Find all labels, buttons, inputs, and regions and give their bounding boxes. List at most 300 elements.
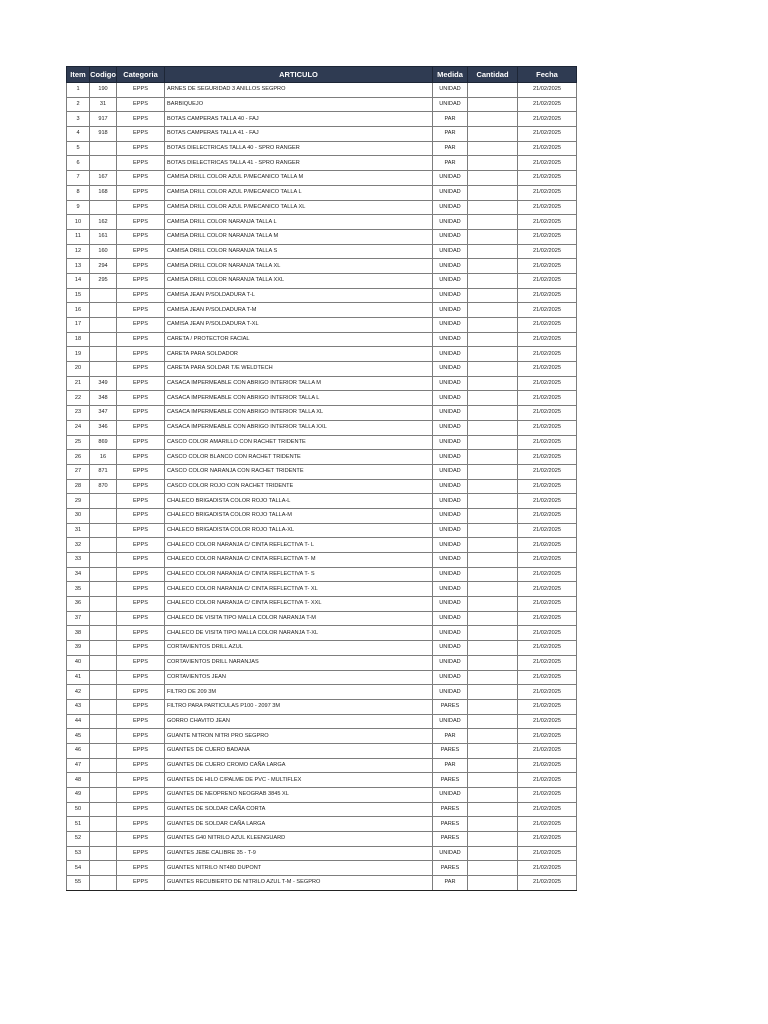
cell-categoria[interactable]: EPPS xyxy=(117,685,165,700)
cell-categoria[interactable]: EPPS xyxy=(117,567,165,582)
cell-articulo[interactable]: GUANTES JEBE CALIBRE 35 - T-9 xyxy=(165,846,433,861)
cell-articulo[interactable]: CHALECO COLOR NARANJA C/ CINTA REFLECTIVA T- XL xyxy=(165,582,433,597)
cell-fecha[interactable]: 21/02/2025 xyxy=(518,729,577,744)
cell-codigo[interactable] xyxy=(90,141,117,156)
cell-codigo[interactable]: 917 xyxy=(90,112,117,127)
cell-fecha[interactable]: 21/02/2025 xyxy=(518,788,577,803)
cell-codigo[interactable] xyxy=(90,876,117,891)
cell-fecha[interactable]: 21/02/2025 xyxy=(518,479,577,494)
cell-item[interactable]: 50 xyxy=(67,802,90,817)
cell-medida[interactable]: UNIDAD xyxy=(433,391,468,406)
cell-medida[interactable]: PARES xyxy=(433,832,468,847)
cell-categoria[interactable]: EPPS xyxy=(117,641,165,656)
cell-medida[interactable]: UNIDAD xyxy=(433,626,468,641)
cell-categoria[interactable]: EPPS xyxy=(117,655,165,670)
cell-categoria[interactable]: EPPS xyxy=(117,362,165,377)
cell-codigo[interactable] xyxy=(90,699,117,714)
cell-codigo[interactable]: 161 xyxy=(90,229,117,244)
cell-medida[interactable]: UNIDAD xyxy=(433,788,468,803)
cell-categoria[interactable]: EPPS xyxy=(117,450,165,465)
cell-fecha[interactable]: 21/02/2025 xyxy=(518,376,577,391)
cell-fecha[interactable]: 21/02/2025 xyxy=(518,215,577,230)
cell-cantidad[interactable] xyxy=(468,729,518,744)
cell-fecha[interactable]: 21/02/2025 xyxy=(518,244,577,259)
cell-fecha[interactable]: 21/02/2025 xyxy=(518,655,577,670)
cell-fecha[interactable]: 21/02/2025 xyxy=(518,876,577,891)
cell-item[interactable]: 23 xyxy=(67,406,90,421)
cell-fecha[interactable]: 21/02/2025 xyxy=(518,626,577,641)
cell-item[interactable]: 20 xyxy=(67,362,90,377)
cell-articulo[interactable]: CASCO COLOR NARANJA CON RACHET TRIDENTE xyxy=(165,464,433,479)
cell-codigo[interactable] xyxy=(90,611,117,626)
cell-medida[interactable]: UNIDAD xyxy=(433,494,468,509)
cell-medida[interactable]: PAR xyxy=(433,156,468,171)
cell-medida[interactable]: PAR xyxy=(433,758,468,773)
cell-item[interactable]: 10 xyxy=(67,215,90,230)
cell-medida[interactable]: UNIDAD xyxy=(433,185,468,200)
cell-cantidad[interactable] xyxy=(468,832,518,847)
cell-cantidad[interactable] xyxy=(468,215,518,230)
cell-articulo[interactable]: CHALECO COLOR NARANJA C/ CINTA REFLECTIVA T- L xyxy=(165,538,433,553)
cell-articulo[interactable]: GUANTE NITRON NITRI PRO SEGPRO xyxy=(165,729,433,744)
cell-cantidad[interactable] xyxy=(468,876,518,891)
cell-categoria[interactable]: EPPS xyxy=(117,127,165,142)
cell-codigo[interactable]: 870 xyxy=(90,479,117,494)
cell-item[interactable]: 22 xyxy=(67,391,90,406)
cell-medida[interactable]: UNIDAD xyxy=(433,347,468,362)
cell-item[interactable]: 14 xyxy=(67,273,90,288)
cell-fecha[interactable]: 21/02/2025 xyxy=(518,112,577,127)
cell-medida[interactable]: PARES xyxy=(433,817,468,832)
cell-categoria[interactable]: EPPS xyxy=(117,582,165,597)
cell-codigo[interactable] xyxy=(90,802,117,817)
cell-item[interactable]: 3 xyxy=(67,112,90,127)
cell-codigo[interactable] xyxy=(90,318,117,333)
cell-articulo[interactable]: GORRO CHAVITO JEAN xyxy=(165,714,433,729)
cell-fecha[interactable]: 21/02/2025 xyxy=(518,817,577,832)
cell-medida[interactable]: UNIDAD xyxy=(433,508,468,523)
cell-articulo[interactable]: CASACA IMPERMEABLE CON ABRIGO INTERIOR TALLA XXL xyxy=(165,420,433,435)
cell-articulo[interactable]: CHALECO COLOR NARANJA C/ CINTA REFLECTIVA T- M xyxy=(165,553,433,568)
cell-categoria[interactable]: EPPS xyxy=(117,846,165,861)
cell-item[interactable]: 29 xyxy=(67,494,90,509)
cell-categoria[interactable]: EPPS xyxy=(117,244,165,259)
cell-articulo[interactable]: CAMISA DRILL COLOR AZUL P/MECANICO TALLA XL xyxy=(165,200,433,215)
cell-medida[interactable]: PAR xyxy=(433,141,468,156)
header-categoria[interactable]: Categoria xyxy=(117,67,165,83)
header-item[interactable]: Item xyxy=(67,67,90,83)
cell-item[interactable]: 41 xyxy=(67,670,90,685)
cell-categoria[interactable]: EPPS xyxy=(117,861,165,876)
cell-articulo[interactable]: CHALECO DE VISITA TIPO MALLA COLOR NARANJA T-XL xyxy=(165,626,433,641)
cell-item[interactable]: 2 xyxy=(67,97,90,112)
cell-cantidad[interactable] xyxy=(468,773,518,788)
cell-codigo[interactable] xyxy=(90,494,117,509)
cell-cantidad[interactable] xyxy=(468,553,518,568)
cell-fecha[interactable]: 21/02/2025 xyxy=(518,259,577,274)
cell-cantidad[interactable] xyxy=(468,714,518,729)
cell-articulo[interactable]: FILTRO PARA PARTICULAS P100 - 2097 3M xyxy=(165,699,433,714)
cell-categoria[interactable]: EPPS xyxy=(117,376,165,391)
cell-fecha[interactable]: 21/02/2025 xyxy=(518,347,577,362)
cell-cantidad[interactable] xyxy=(468,743,518,758)
cell-medida[interactable]: UNIDAD xyxy=(433,670,468,685)
cell-categoria[interactable]: EPPS xyxy=(117,435,165,450)
cell-articulo[interactable]: CAMISA DRILL COLOR NARANJA TALLA L xyxy=(165,215,433,230)
cell-codigo[interactable] xyxy=(90,567,117,582)
cell-medida[interactable]: PARES xyxy=(433,802,468,817)
cell-item[interactable]: 28 xyxy=(67,479,90,494)
cell-articulo[interactable]: GUANTES NITRILO NT480 DUPONT xyxy=(165,861,433,876)
cell-cantidad[interactable] xyxy=(468,597,518,612)
cell-categoria[interactable]: EPPS xyxy=(117,420,165,435)
cell-codigo[interactable] xyxy=(90,332,117,347)
cell-medida[interactable]: PAR xyxy=(433,729,468,744)
cell-item[interactable]: 55 xyxy=(67,876,90,891)
cell-medida[interactable]: UNIDAD xyxy=(433,318,468,333)
cell-categoria[interactable]: EPPS xyxy=(117,876,165,891)
cell-codigo[interactable] xyxy=(90,846,117,861)
cell-medida[interactable]: UNIDAD xyxy=(433,200,468,215)
cell-codigo[interactable]: 162 xyxy=(90,215,117,230)
cell-articulo[interactable]: GUANTES DE SOLDAR CAÑA LARGA xyxy=(165,817,433,832)
cell-item[interactable]: 5 xyxy=(67,141,90,156)
cell-fecha[interactable]: 21/02/2025 xyxy=(518,391,577,406)
cell-categoria[interactable]: EPPS xyxy=(117,553,165,568)
cell-codigo[interactable]: 871 xyxy=(90,464,117,479)
cell-fecha[interactable]: 21/02/2025 xyxy=(518,538,577,553)
cell-cantidad[interactable] xyxy=(468,83,518,98)
cell-fecha[interactable]: 21/02/2025 xyxy=(518,611,577,626)
cell-articulo[interactable]: CHALECO COLOR NARANJA C/ CINTA REFLECTIVA T- S xyxy=(165,567,433,582)
cell-codigo[interactable]: 190 xyxy=(90,83,117,98)
cell-fecha[interactable]: 21/02/2025 xyxy=(518,508,577,523)
cell-fecha[interactable]: 21/02/2025 xyxy=(518,435,577,450)
cell-articulo[interactable]: GUANTES DE SOLDAR CAÑA CORTA xyxy=(165,802,433,817)
header-medida[interactable]: Medida xyxy=(433,67,468,83)
cell-item[interactable]: 25 xyxy=(67,435,90,450)
cell-categoria[interactable]: EPPS xyxy=(117,523,165,538)
cell-medida[interactable]: UNIDAD xyxy=(433,685,468,700)
cell-codigo[interactable]: 16 xyxy=(90,450,117,465)
cell-fecha[interactable]: 21/02/2025 xyxy=(518,641,577,656)
cell-codigo[interactable] xyxy=(90,641,117,656)
cell-codigo[interactable] xyxy=(90,582,117,597)
cell-fecha[interactable]: 21/02/2025 xyxy=(518,567,577,582)
cell-articulo[interactable]: CAMISA DRILL COLOR AZUL P/MECANICO TALLA M xyxy=(165,171,433,186)
cell-categoria[interactable]: EPPS xyxy=(117,229,165,244)
cell-articulo[interactable]: CASCO COLOR ROJO CON RACHET TRIDENTE xyxy=(165,479,433,494)
cell-codigo[interactable] xyxy=(90,832,117,847)
cell-cantidad[interactable] xyxy=(468,508,518,523)
cell-item[interactable]: 4 xyxy=(67,127,90,142)
cell-medida[interactable]: PAR xyxy=(433,127,468,142)
header-articulo[interactable]: ARTICULO xyxy=(165,67,433,83)
cell-cantidad[interactable] xyxy=(468,273,518,288)
cell-categoria[interactable]: EPPS xyxy=(117,508,165,523)
cell-articulo[interactable]: GUANTES DE HILO C/PALME DE PVC - MULTIFLEX xyxy=(165,773,433,788)
cell-codigo[interactable]: 348 xyxy=(90,391,117,406)
cell-categoria[interactable]: EPPS xyxy=(117,832,165,847)
cell-medida[interactable]: UNIDAD xyxy=(433,523,468,538)
cell-item[interactable]: 34 xyxy=(67,567,90,582)
cell-medida[interactable]: PARES xyxy=(433,861,468,876)
cell-cantidad[interactable] xyxy=(468,479,518,494)
cell-cantidad[interactable] xyxy=(468,288,518,303)
cell-medida[interactable]: UNIDAD xyxy=(433,273,468,288)
cell-item[interactable]: 33 xyxy=(67,553,90,568)
cell-codigo[interactable] xyxy=(90,743,117,758)
cell-categoria[interactable]: EPPS xyxy=(117,171,165,186)
cell-categoria[interactable]: EPPS xyxy=(117,714,165,729)
cell-codigo[interactable] xyxy=(90,288,117,303)
cell-cantidad[interactable] xyxy=(468,303,518,318)
cell-cantidad[interactable] xyxy=(468,846,518,861)
cell-medida[interactable]: UNIDAD xyxy=(433,406,468,421)
cell-cantidad[interactable] xyxy=(468,788,518,803)
cell-articulo[interactable]: CHALECO COLOR NARANJA C/ CINTA REFLECTIVA T- XXL xyxy=(165,597,433,612)
cell-item[interactable]: 37 xyxy=(67,611,90,626)
cell-articulo[interactable]: CHALECO DE VISITA TIPO MALLA COLOR NARANJA T-M xyxy=(165,611,433,626)
cell-articulo[interactable]: CORTAVIENTOS DRILL AZUL xyxy=(165,641,433,656)
cell-codigo[interactable] xyxy=(90,156,117,171)
cell-articulo[interactable]: ARNES DE SEGURIDAD 3 ANILLOS SEGPRO xyxy=(165,83,433,98)
cell-fecha[interactable]: 21/02/2025 xyxy=(518,758,577,773)
cell-fecha[interactable]: 21/02/2025 xyxy=(518,273,577,288)
cell-categoria[interactable]: EPPS xyxy=(117,156,165,171)
cell-item[interactable]: 15 xyxy=(67,288,90,303)
cell-medida[interactable]: UNIDAD xyxy=(433,83,468,98)
header-codigo[interactable]: Codigo xyxy=(90,67,117,83)
cell-cantidad[interactable] xyxy=(468,376,518,391)
cell-codigo[interactable] xyxy=(90,523,117,538)
cell-item[interactable]: 53 xyxy=(67,846,90,861)
cell-fecha[interactable]: 21/02/2025 xyxy=(518,200,577,215)
cell-cantidad[interactable] xyxy=(468,611,518,626)
cell-medida[interactable]: PARES xyxy=(433,699,468,714)
cell-codigo[interactable]: 168 xyxy=(90,185,117,200)
cell-item[interactable]: 44 xyxy=(67,714,90,729)
cell-medida[interactable]: PAR xyxy=(433,876,468,891)
cell-item[interactable]: 52 xyxy=(67,832,90,847)
cell-fecha[interactable]: 21/02/2025 xyxy=(518,185,577,200)
cell-categoria[interactable]: EPPS xyxy=(117,332,165,347)
cell-articulo[interactable]: CORTAVIENTOS JEAN xyxy=(165,670,433,685)
cell-codigo[interactable] xyxy=(90,200,117,215)
cell-medida[interactable]: UNIDAD xyxy=(433,435,468,450)
cell-item[interactable]: 47 xyxy=(67,758,90,773)
cell-categoria[interactable]: EPPS xyxy=(117,743,165,758)
cell-fecha[interactable]: 21/02/2025 xyxy=(518,597,577,612)
cell-codigo[interactable]: 346 xyxy=(90,420,117,435)
cell-cantidad[interactable] xyxy=(468,494,518,509)
cell-articulo[interactable]: CAMISA JEAN P/SOLDADURA T-M xyxy=(165,303,433,318)
cell-articulo[interactable]: CHALECO BRIGADISTA COLOR ROJO TALLA-M xyxy=(165,508,433,523)
cell-medida[interactable]: UNIDAD xyxy=(433,215,468,230)
cell-categoria[interactable]: EPPS xyxy=(117,141,165,156)
cell-medida[interactable]: UNIDAD xyxy=(433,244,468,259)
cell-cantidad[interactable] xyxy=(468,97,518,112)
cell-codigo[interactable]: 869 xyxy=(90,435,117,450)
cell-articulo[interactable]: GUANTES DE CUERO CROMO CAÑA LARGA xyxy=(165,758,433,773)
cell-cantidad[interactable] xyxy=(468,185,518,200)
cell-cantidad[interactable] xyxy=(468,538,518,553)
cell-articulo[interactable]: CASACA IMPERMEABLE CON ABRIGO INTERIOR TALLA M xyxy=(165,376,433,391)
cell-articulo[interactable]: GUANTES RECUBIERTO DE NITRILO AZUL T-M - SEGPRO xyxy=(165,876,433,891)
cell-item[interactable]: 6 xyxy=(67,156,90,171)
cell-cantidad[interactable] xyxy=(468,347,518,362)
cell-codigo[interactable]: 31 xyxy=(90,97,117,112)
cell-medida[interactable]: UNIDAD xyxy=(433,288,468,303)
cell-categoria[interactable]: EPPS xyxy=(117,538,165,553)
cell-codigo[interactable]: 347 xyxy=(90,406,117,421)
cell-articulo[interactable]: BOTAS CAMPERAS TALLA 41 - FAJ xyxy=(165,127,433,142)
cell-articulo[interactable]: CASCO COLOR BLANCO CON RACHET TRIDENTE xyxy=(165,450,433,465)
cell-categoria[interactable]: EPPS xyxy=(117,200,165,215)
cell-fecha[interactable]: 21/02/2025 xyxy=(518,332,577,347)
cell-categoria[interactable]: EPPS xyxy=(117,626,165,641)
cell-item[interactable]: 49 xyxy=(67,788,90,803)
cell-medida[interactable]: UNIDAD xyxy=(433,582,468,597)
cell-categoria[interactable]: EPPS xyxy=(117,215,165,230)
cell-item[interactable]: 46 xyxy=(67,743,90,758)
cell-cantidad[interactable] xyxy=(468,861,518,876)
cell-cantidad[interactable] xyxy=(468,699,518,714)
cell-articulo[interactable]: FILTRO DE 209 3M xyxy=(165,685,433,700)
cell-fecha[interactable]: 21/02/2025 xyxy=(518,464,577,479)
cell-fecha[interactable]: 21/02/2025 xyxy=(518,303,577,318)
cell-cantidad[interactable] xyxy=(468,362,518,377)
cell-item[interactable]: 32 xyxy=(67,538,90,553)
cell-medida[interactable]: UNIDAD xyxy=(433,567,468,582)
cell-medida[interactable]: UNIDAD xyxy=(433,538,468,553)
cell-cantidad[interactable] xyxy=(468,391,518,406)
cell-codigo[interactable] xyxy=(90,626,117,641)
cell-medida[interactable]: UNIDAD xyxy=(433,420,468,435)
cell-fecha[interactable]: 21/02/2025 xyxy=(518,141,577,156)
cell-fecha[interactable]: 21/02/2025 xyxy=(518,406,577,421)
cell-categoria[interactable]: EPPS xyxy=(117,479,165,494)
cell-codigo[interactable] xyxy=(90,729,117,744)
cell-fecha[interactable]: 21/02/2025 xyxy=(518,494,577,509)
cell-codigo[interactable] xyxy=(90,508,117,523)
cell-fecha[interactable]: 21/02/2025 xyxy=(518,420,577,435)
cell-medida[interactable]: UNIDAD xyxy=(433,171,468,186)
cell-articulo[interactable]: CASACA IMPERMEABLE CON ABRIGO INTERIOR TALLA XL xyxy=(165,406,433,421)
cell-codigo[interactable] xyxy=(90,773,117,788)
cell-articulo[interactable]: CARETA PARA SOLDADOR xyxy=(165,347,433,362)
cell-articulo[interactable]: CAMISA DRILL COLOR NARANJA TALLA XXL xyxy=(165,273,433,288)
cell-item[interactable]: 43 xyxy=(67,699,90,714)
cell-categoria[interactable]: EPPS xyxy=(117,611,165,626)
cell-cantidad[interactable] xyxy=(468,229,518,244)
cell-codigo[interactable]: 160 xyxy=(90,244,117,259)
cell-cantidad[interactable] xyxy=(468,112,518,127)
cell-fecha[interactable]: 21/02/2025 xyxy=(518,83,577,98)
cell-cantidad[interactable] xyxy=(468,626,518,641)
cell-fecha[interactable]: 21/02/2025 xyxy=(518,156,577,171)
cell-articulo[interactable]: CASACA IMPERMEABLE CON ABRIGO INTERIOR TALLA L xyxy=(165,391,433,406)
cell-fecha[interactable]: 21/02/2025 xyxy=(518,582,577,597)
cell-codigo[interactable]: 918 xyxy=(90,127,117,142)
cell-categoria[interactable]: EPPS xyxy=(117,112,165,127)
cell-codigo[interactable] xyxy=(90,788,117,803)
cell-categoria[interactable]: EPPS xyxy=(117,802,165,817)
cell-item[interactable]: 17 xyxy=(67,318,90,333)
cell-item[interactable]: 11 xyxy=(67,229,90,244)
cell-categoria[interactable]: EPPS xyxy=(117,288,165,303)
cell-fecha[interactable]: 21/02/2025 xyxy=(518,699,577,714)
cell-fecha[interactable]: 21/02/2025 xyxy=(518,127,577,142)
cell-medida[interactable]: UNIDAD xyxy=(433,97,468,112)
cell-categoria[interactable]: EPPS xyxy=(117,391,165,406)
cell-item[interactable]: 26 xyxy=(67,450,90,465)
cell-fecha[interactable]: 21/02/2025 xyxy=(518,743,577,758)
cell-fecha[interactable]: 21/02/2025 xyxy=(518,846,577,861)
cell-fecha[interactable]: 21/02/2025 xyxy=(518,714,577,729)
cell-fecha[interactable]: 21/02/2025 xyxy=(518,553,577,568)
cell-codigo[interactable]: 295 xyxy=(90,273,117,288)
cell-medida[interactable]: UNIDAD xyxy=(433,229,468,244)
cell-item[interactable]: 27 xyxy=(67,464,90,479)
cell-cantidad[interactable] xyxy=(468,817,518,832)
cell-articulo[interactable]: CAMISA JEAN P/SOLDADURA T-L xyxy=(165,288,433,303)
cell-fecha[interactable]: 21/02/2025 xyxy=(518,288,577,303)
cell-categoria[interactable]: EPPS xyxy=(117,185,165,200)
cell-item[interactable]: 1 xyxy=(67,83,90,98)
cell-item[interactable]: 24 xyxy=(67,420,90,435)
cell-categoria[interactable]: EPPS xyxy=(117,273,165,288)
cell-medida[interactable]: UNIDAD xyxy=(433,479,468,494)
cell-medida[interactable]: UNIDAD xyxy=(433,303,468,318)
cell-cantidad[interactable] xyxy=(468,464,518,479)
cell-articulo[interactable]: CORTAVIENTOS DRILL NARANJAS xyxy=(165,655,433,670)
cell-cantidad[interactable] xyxy=(468,244,518,259)
cell-item[interactable]: 40 xyxy=(67,655,90,670)
cell-articulo[interactable]: CAMISA DRILL COLOR AZUL P/MECANICO TALLA L xyxy=(165,185,433,200)
cell-item[interactable]: 35 xyxy=(67,582,90,597)
cell-fecha[interactable]: 21/02/2025 xyxy=(518,832,577,847)
cell-item[interactable]: 12 xyxy=(67,244,90,259)
cell-medida[interactable]: PARES xyxy=(433,773,468,788)
cell-articulo[interactable]: CASCO COLOR AMARILLO CON RACHET TRIDENTE xyxy=(165,435,433,450)
cell-categoria[interactable]: EPPS xyxy=(117,464,165,479)
cell-categoria[interactable]: EPPS xyxy=(117,406,165,421)
cell-fecha[interactable]: 21/02/2025 xyxy=(518,171,577,186)
cell-articulo[interactable]: BOTAS CAMPERAS TALLA 40 - FAJ xyxy=(165,112,433,127)
cell-cantidad[interactable] xyxy=(468,171,518,186)
cell-fecha[interactable]: 21/02/2025 xyxy=(518,523,577,538)
cell-medida[interactable]: UNIDAD xyxy=(433,464,468,479)
cell-articulo[interactable]: BARBIQUEJO xyxy=(165,97,433,112)
cell-medida[interactable]: UNIDAD xyxy=(433,846,468,861)
cell-item[interactable]: 38 xyxy=(67,626,90,641)
cell-articulo[interactable]: CARETA PARA SOLDAR T/E WELDTECH xyxy=(165,362,433,377)
cell-item[interactable]: 7 xyxy=(67,171,90,186)
cell-item[interactable]: 31 xyxy=(67,523,90,538)
cell-articulo[interactable]: CARETA / PROTECTOR FACIAL xyxy=(165,332,433,347)
cell-articulo[interactable]: CAMISA DRILL COLOR NARANJA TALLA S xyxy=(165,244,433,259)
cell-cantidad[interactable] xyxy=(468,450,518,465)
cell-categoria[interactable]: EPPS xyxy=(117,670,165,685)
cell-medida[interactable]: UNIDAD xyxy=(433,655,468,670)
cell-codigo[interactable] xyxy=(90,685,117,700)
cell-medida[interactable]: UNIDAD xyxy=(433,553,468,568)
cell-item[interactable]: 9 xyxy=(67,200,90,215)
cell-codigo[interactable]: 294 xyxy=(90,259,117,274)
cell-categoria[interactable]: EPPS xyxy=(117,817,165,832)
cell-codigo[interactable] xyxy=(90,714,117,729)
